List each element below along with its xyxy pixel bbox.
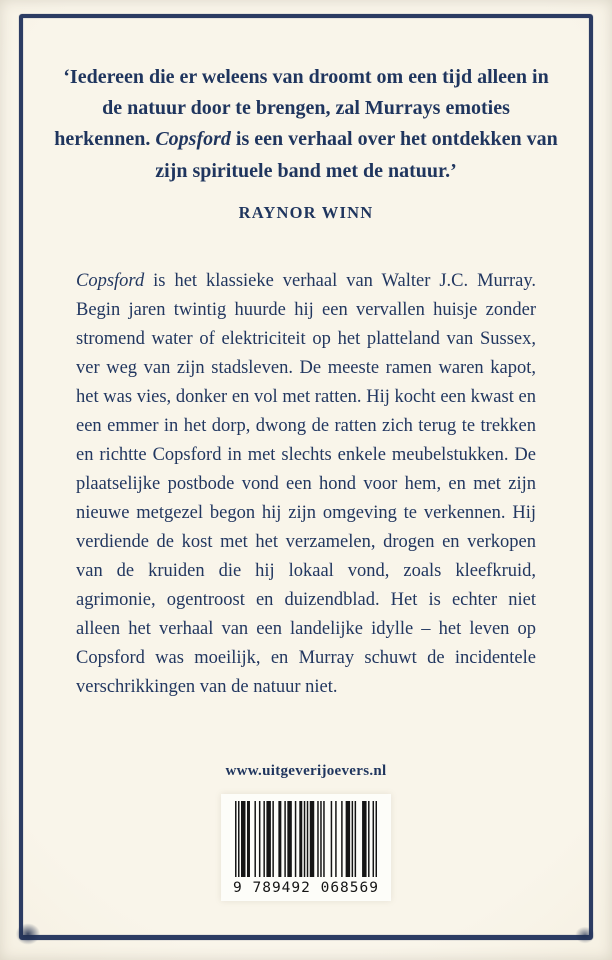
barcode-number: 9 789492 068569 (233, 880, 379, 896)
quote-book-title: Copsford (155, 128, 231, 151)
barcode-bars (233, 801, 379, 877)
barcode (221, 794, 391, 901)
quote-text-end: is een verhaal over het ontdekken van zijn spirituele band met de natuur.’ (155, 128, 558, 182)
synopsis-text: is het klassieke verhaal van Walter J.C. Murray. Begin jaren twintig huurde hij een vervallen huisje zonder stromend water of elektriciteit op het platteland van Sussex, ver weg van zijn stadsleven. De meeste ramen waren kapot, het was vies, donker en vol met ratten. Hij kocht een kwast en een emmer in het dorp, dwong de ratten zich terug te trekken en richtte Copsford in met slechts enkele meubelstukken. De plaatselijke postbode vond een hond voor hem, en met zijn nieuwe metgezel begon hij zijn omgeving te verkennen. Hij verdiende de kost met het verzamelen, drogen en verkopen van de kruiden die hij lokaal vond, zoals kleefkruid, agrimonie, ogentroost en duizendblad. Het is echter niet alleen het verhaal van een landelijke idylle – het leven op Copsford was moeilijk, en Murray schuwt de incidentele verschrikkingen van de natuur niet. (76, 270, 536, 697)
synopsis-book-title: Copsford (76, 270, 145, 291)
endorsement-quote (52, 62, 560, 187)
quote-text-start: ‘Iedereen die er weleens van droomt om een tijd alleen in de natuur door te brengen, zal Murrays emoties herkennen. (54, 66, 549, 151)
synopsis-paragraph (76, 267, 536, 702)
publisher-website: www.uitgeverijoevers.nl (225, 763, 387, 779)
quote-attribution: RAYNOR WINN (238, 202, 374, 222)
